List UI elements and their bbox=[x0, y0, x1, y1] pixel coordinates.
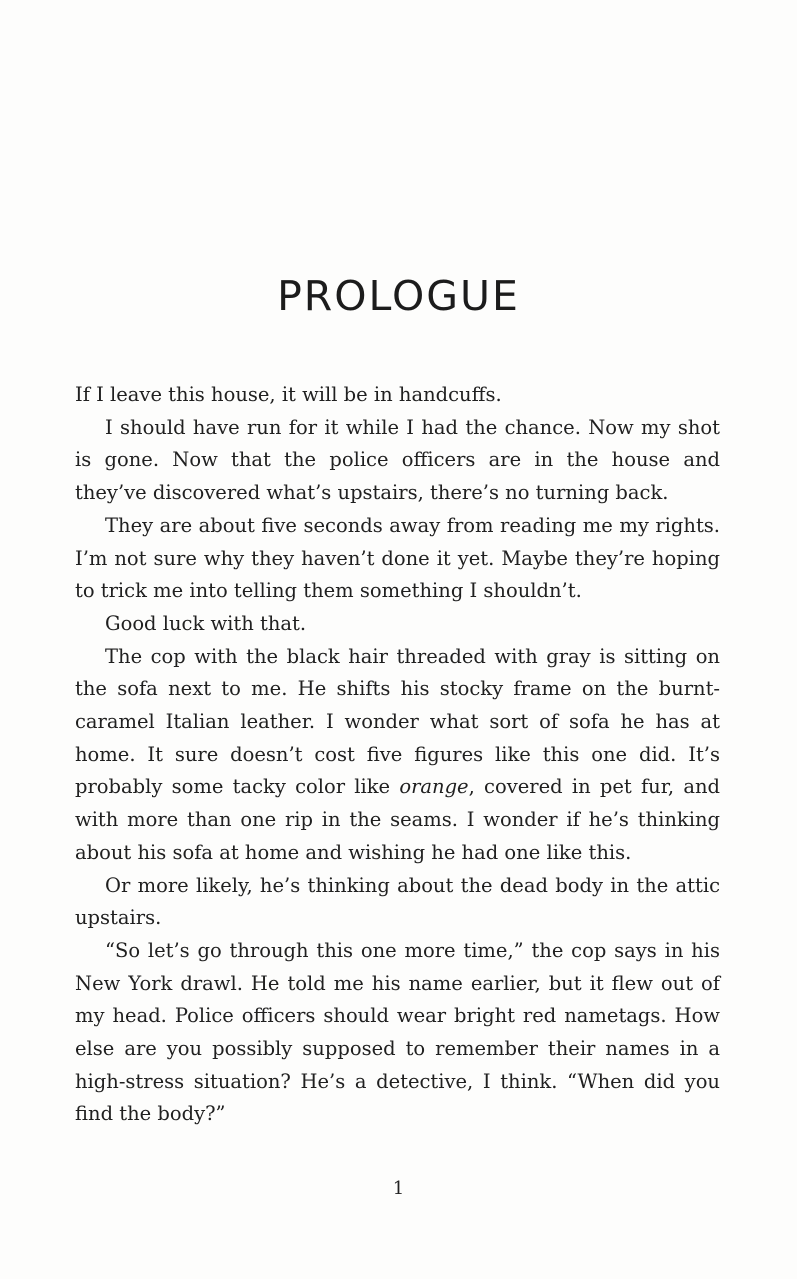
paragraph-4: Good luck with that. bbox=[105, 611, 307, 635]
chapter-body bbox=[75, 379, 720, 1131]
chapter-title: PROLOGUE bbox=[277, 272, 520, 320]
paragraph-5-emphasis: orange bbox=[399, 775, 469, 799]
paragraph-7: “So let’s go through this one more time,” the cop says in his New York drawl. He told me his name earlier, but it flew out of my head. Police officers should wear bright red nametags. How else are you possibly supposed to remember their names in a high-stress situation? He’s a detective, I think. “When did you find the body?” bbox=[75, 938, 720, 1126]
paragraph-6: Or more likely, he’s thinking about the dead body in the attic upstairs. bbox=[75, 873, 720, 930]
paragraph-2: I should have run for it while I had the chance. Now my shot is gone. Now that the police officers are in the house and they’ve discovered what’s upstairs, there’s no turning back. bbox=[75, 415, 720, 505]
page-number: 1 bbox=[392, 1178, 405, 1199]
paragraph-5-after: , covered in pet fur, and with more than one rip in the seams. I wonder if he’s thinking about his sofa at home and wishing he had one like this. bbox=[75, 775, 720, 864]
paragraph-3: They are about five seconds away from reading me my rights. I’m not sure why they haven’t done it yet. Maybe they’re hoping to trick me into telling them something I shouldn’t. bbox=[75, 513, 720, 603]
paragraph-5-before: The cop with the black hair threaded with gray is sitting on the sofa next to me. He shifts his stocky frame on the burnt-caramel Italian leather. I wonder what sort of sofa he has at home. It sure doesn’t cost five figures like this one did. It’s probably some tacky color like bbox=[75, 644, 720, 799]
paragraph-1: If I leave this house, it will be in handcuffs. bbox=[75, 383, 502, 406]
paragraph-5 bbox=[75, 641, 720, 870]
